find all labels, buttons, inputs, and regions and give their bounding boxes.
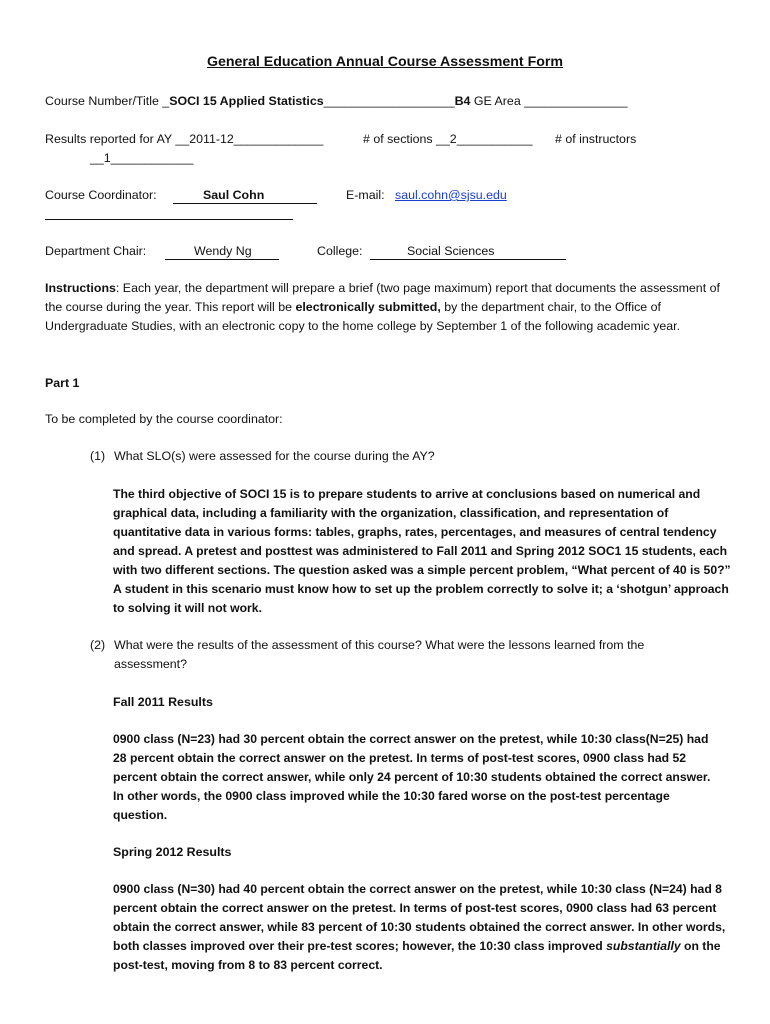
sections-value: 2 bbox=[449, 132, 457, 146]
page-title: General Education Annual Course Assessment Form bbox=[206, 54, 564, 70]
chair-value: Wendy Ng bbox=[194, 244, 252, 258]
spring-results-heading: Spring 2012 Results bbox=[113, 845, 232, 859]
ge-code: B4 bbox=[454, 94, 471, 108]
fall-results-text: 0900 class (N=23) had 30 percent obtain the correct answer on the pretest, while 10:30 class(N=25) had 28 percent obtain the correct answer on the pretest. In terms of post-test scores, 0900 class had 52 percent obtain the correct answer, while only 24 percent of 10:30 students obtained the correct answer. In other words, the 0900 class improved while the 10:30 fared worse on the post-test percentage question. bbox=[113, 732, 711, 822]
instructors-prefix: __ bbox=[90, 151, 104, 165]
college-value: Social Sciences bbox=[407, 244, 495, 258]
course-label: Course Number/Title _ bbox=[45, 94, 170, 108]
instructions-text-2: by the department chair, to the Office of Undergraduate Studies, with an electronic copy to the home college by September 1 of the following academic year. bbox=[45, 300, 681, 333]
part1-intro: To be completed by the course coordinator: bbox=[45, 412, 283, 426]
course-blank: ___________________ bbox=[323, 94, 455, 108]
question-2 bbox=[90, 636, 730, 674]
course-value: SOCI 15 Applied Statistics bbox=[169, 94, 324, 108]
email-label: E-mail: bbox=[346, 188, 385, 202]
instructors-value: 1 bbox=[103, 151, 111, 165]
instructors-field bbox=[90, 149, 193, 168]
ay-blank: _____________ bbox=[233, 132, 324, 146]
fall-results-heading: Fall 2011 Results bbox=[113, 695, 213, 709]
spring-text-2: on the post-test, moving from 8 to 83 percent correct. bbox=[113, 939, 721, 972]
sections-label: # of sections __ bbox=[363, 132, 450, 146]
question-1-text: What SLO(s) were assessed for the course during the AY? bbox=[114, 449, 435, 463]
question-1-answer: The third objective of SOCI 15 is to prepare students to arrive at conclusions based on numerical and graphical data, including a familiarity with the organization, classification, and representation of quantitative data in various forms: tables, graphs, rates, percentages, and measures of central tendency and spread. A pretest and posttest was administered to Fall 2011 and Spring 2012 SOC1 15 students, each with two different sections. The question asked was a simple percent problem, “What percent of 40 is 50?” A student in this scenario must know how to set up the problem correctly to solve it; a ‘shotgun’ approach to solving it will not work. bbox=[113, 487, 731, 615]
instructions-label: Instructions bbox=[45, 281, 116, 295]
sections-blank: ___________ bbox=[456, 132, 533, 146]
ge-blank: _______________ bbox=[524, 94, 628, 108]
instructors-label: # of instructors bbox=[555, 132, 637, 146]
part1-heading: Part 1 bbox=[45, 376, 80, 390]
instructions-paragraph bbox=[45, 279, 725, 336]
instructions-bold: electronically submitted, bbox=[295, 300, 441, 314]
spring-text-1: 0900 class (N=30) had 40 percent obtain the correct answer on the pretest, while 10:30 class (N=24) had 8 percent obtain the correct answer on the pretest. In terms of post-test scores, 0900 class had 63 percent obtain the correct answer, while 83 percent of 10:30 students obtained the correct answer. In other words, both classes improved over their pre-test scores; however, the 10:30 class improved bbox=[113, 882, 726, 953]
results-label: Results reported for AY __ bbox=[45, 132, 190, 146]
sections-field bbox=[363, 130, 533, 149]
spring-emphasis: substantially bbox=[606, 939, 681, 953]
instructors-blank: ____________ bbox=[110, 151, 194, 165]
ge-label: GE Area bbox=[470, 94, 525, 108]
question-1-number: (1) bbox=[90, 449, 106, 463]
college-label: College: bbox=[317, 244, 363, 258]
question-2-text: What were the results of the assessment of this course? What were the lessons learned from the assessment? bbox=[114, 638, 645, 671]
email-link[interactable]: saul.cohn@sjsu.edu bbox=[395, 188, 507, 202]
chair-label: Department Chair: bbox=[45, 244, 147, 258]
question-2-number: (2) bbox=[90, 638, 106, 652]
coordinator-label: Course Coordinator: bbox=[45, 188, 157, 202]
coordinator-value: Saul Cohn bbox=[203, 188, 265, 202]
course-row bbox=[45, 92, 628, 111]
question-1 bbox=[90, 447, 435, 466]
coordinator-extra-line bbox=[45, 219, 293, 220]
results-row bbox=[45, 130, 323, 149]
spring-results-text bbox=[113, 880, 728, 975]
instructions-text-1: : Each year, the department will prepare a brief (two page maximum) report that documents the assessment of the course during the year. This report will be bbox=[45, 281, 720, 314]
ay-value: 2011-12 bbox=[189, 132, 234, 146]
